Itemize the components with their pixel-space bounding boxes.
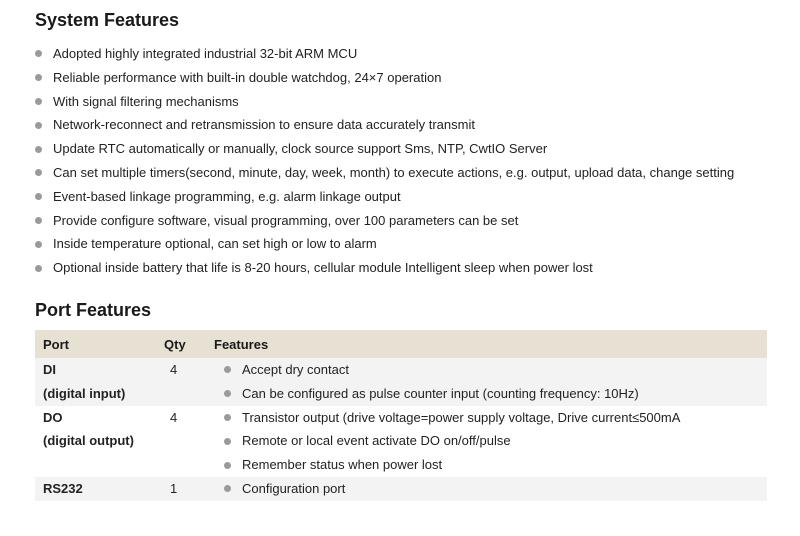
list-item: Accept dry contact xyxy=(224,358,767,382)
bullet-icon xyxy=(35,146,42,153)
bullet-icon xyxy=(35,169,42,176)
system-features-list xyxy=(35,42,795,280)
list-item: Can set multiple timers(second, minute, day, week, month) to execute actions, e.g. output, upload data, change setting xyxy=(35,161,795,185)
list-item: Inside temperature optional, can set high or low to alarm xyxy=(35,232,795,256)
list-item: Network-reconnect and retransmission to ensure data accurately transmit xyxy=(35,113,795,137)
bullet-icon xyxy=(35,74,42,81)
list-item: Optional inside battery that life is 8-20 hours, cellular module Intelligent sleep when power lost xyxy=(35,256,795,280)
list-item: Can be configured as pulse counter input (counting frequency: 10Hz) xyxy=(224,382,767,406)
header-port: Port xyxy=(35,330,156,358)
port-cell: RS232 xyxy=(35,477,156,501)
bullet-icon xyxy=(224,485,231,492)
bullet-icon xyxy=(224,438,231,445)
bullet-icon xyxy=(35,241,42,248)
qty-cell: 4 xyxy=(156,406,206,477)
port-features-title: Port Features xyxy=(35,300,152,320)
table-header-row xyxy=(35,330,767,358)
features-cell xyxy=(206,477,767,501)
qty-cell: 1 xyxy=(156,477,206,501)
port-cell: DI (digital input) xyxy=(35,358,156,406)
list-item: Remote or local event activate DO on/off/pulse xyxy=(224,429,767,453)
list-item: Update RTC automatically or manually, clock source support Sms, NTP, CwtIO Server xyxy=(35,137,795,161)
table-row xyxy=(35,406,767,477)
bullet-icon xyxy=(35,217,42,224)
list-item: Provide configure software, visual programming, over 100 parameters can be set xyxy=(35,209,795,233)
bullet-icon xyxy=(35,122,42,129)
system-features-title: System Features xyxy=(35,10,180,30)
list-item: Reliable performance with built-in double watchdog, 24×7 operation xyxy=(35,66,795,90)
list-item: Adopted highly integrated industrial 32-bit ARM MCU xyxy=(35,42,795,66)
list-item: Configuration port xyxy=(224,477,767,501)
port-features-table xyxy=(35,330,767,501)
features-cell xyxy=(206,358,767,406)
port-cell: DO (digital output) xyxy=(35,406,156,477)
features-cell xyxy=(206,406,767,477)
bullet-icon xyxy=(224,366,231,373)
header-qty: Qty xyxy=(156,330,206,358)
bullet-icon xyxy=(35,50,42,57)
list-item: Event-based linkage programming, e.g. alarm linkage output xyxy=(35,185,795,209)
bullet-icon xyxy=(224,390,231,397)
table-row xyxy=(35,358,767,406)
bullet-icon xyxy=(224,414,231,421)
bullet-icon xyxy=(224,462,231,469)
list-item: Remember status when power lost xyxy=(224,453,767,477)
bullet-icon xyxy=(35,193,42,200)
header-features: Features xyxy=(206,330,767,358)
list-item: With signal filtering mechanisms xyxy=(35,90,795,114)
bullet-icon xyxy=(35,98,42,105)
qty-cell: 4 xyxy=(156,358,206,406)
list-item: Transistor output (drive voltage=power supply voltage, Drive current≤500mA xyxy=(224,406,767,430)
bullet-icon xyxy=(35,265,42,272)
table-row xyxy=(35,477,767,501)
